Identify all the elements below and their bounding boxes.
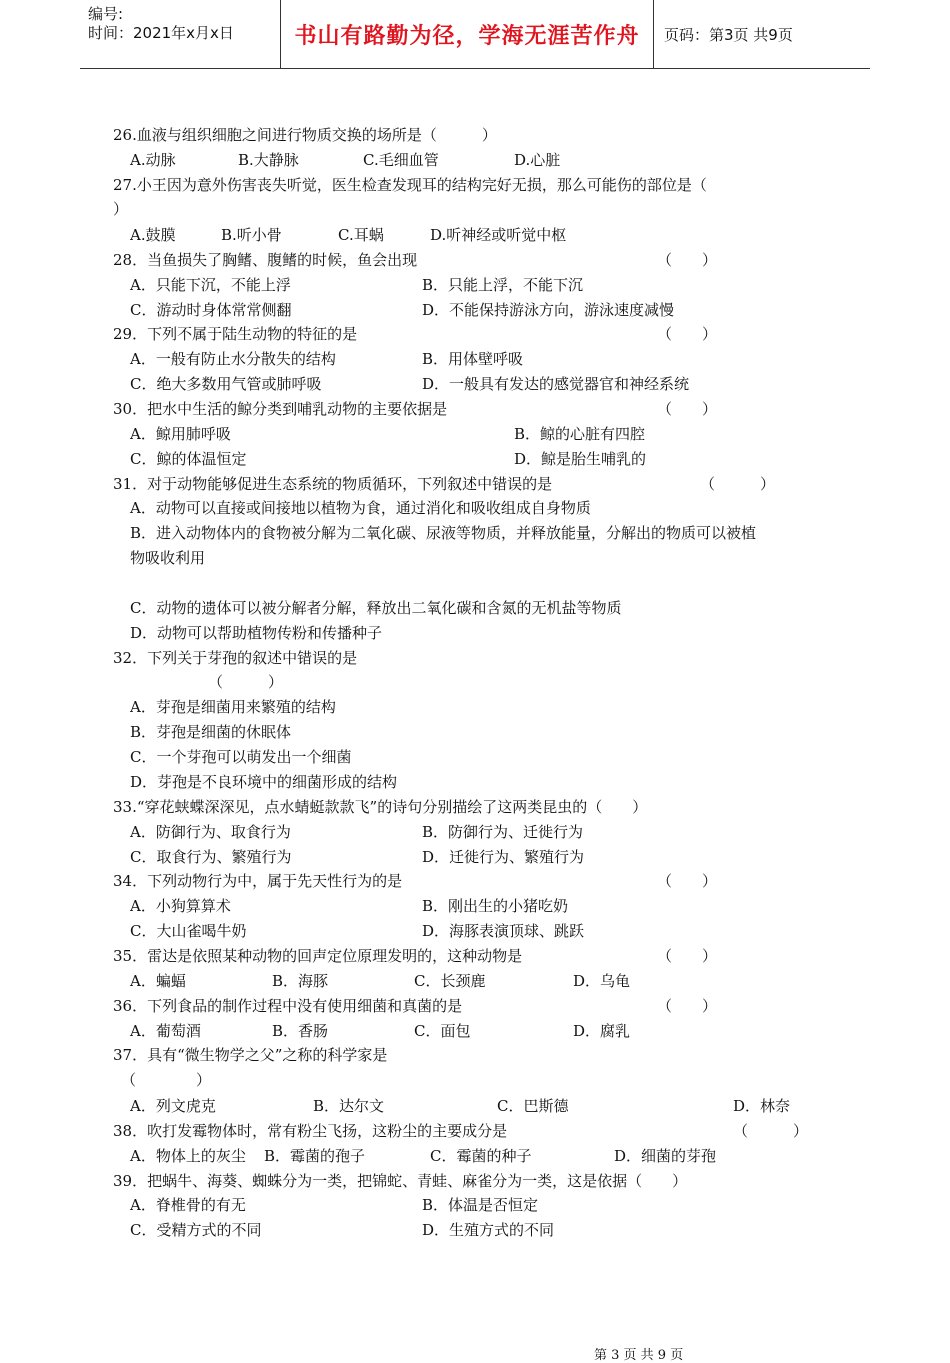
text-line: （ ） [121, 1071, 212, 1089]
text-line: A．脊椎骨的有无 [130, 1196, 246, 1214]
motto: 书山有路勤为径，学海无涯苦作舟 [281, 0, 654, 68]
text-line: B．海豚 [272, 972, 329, 990]
text-line: （ ） [208, 673, 284, 691]
text-line: 39．把蜗牛、海葵、蜘蛛分为一类，把锦蛇、青蛙、麻雀分为一类，这是依据（ ） [113, 1172, 688, 1190]
text-line: C.耳蜗 [338, 226, 384, 244]
text-line: C.毛细血管 [363, 151, 439, 169]
text-line: B.大静脉 [238, 151, 299, 169]
text-line: D．细菌的芽孢 [614, 1147, 717, 1165]
text-line: D．迁徙行为、繁殖行为 [422, 848, 585, 866]
text-line: D．林奈 [733, 1097, 791, 1115]
text-line: D．乌龟 [573, 972, 631, 990]
text-line: D．动物可以帮助植物传粉和传播种子 [130, 624, 383, 642]
text-line: B．刚出生的小猪吃奶 [422, 897, 569, 915]
text-line: C．霉菌的种子 [430, 1147, 532, 1165]
text-line: C．巴斯德 [497, 1097, 569, 1115]
text-line: 27.小王因为意外伤害丧失听觉，医生检查发现耳的结构完好无损，那么可能伤的部位是（ [113, 176, 707, 194]
text-line: （ ） [657, 997, 718, 1015]
text-line: C．受精方式的不同 [130, 1221, 262, 1239]
text-line: A.鼓膜 [130, 226, 176, 244]
text-line: A．动物可以直接或间接地以植物为食，通过消化和吸收组成自身物质 [130, 499, 591, 517]
text-line: （ ） [657, 947, 718, 965]
text-line: 36．下列食品的制作过程中没有使用细菌和真菌的是 [113, 997, 463, 1015]
text-line: C．鲸的体温恒定 [130, 450, 247, 468]
text-line: B．鲸的心脏有四腔 [514, 425, 646, 443]
text-line: B．用体壁呼吸 [422, 350, 524, 368]
text-line: D．不能保持游泳方向，游泳速度减慢 [422, 301, 675, 319]
text-line: 30．把水中生活的鲸分类到哺乳动物的主要依据是 [113, 400, 448, 418]
text-line: A．鲸用肺呼吸 [130, 425, 231, 443]
text-line: A．芽孢是细菌用来繁殖的结构 [130, 698, 336, 716]
text-line: （ ） [700, 475, 776, 493]
text-line: 35．雷达是依照某种动物的回声定位原理发明的，这种动物是 [113, 947, 523, 965]
text-line: A．一般有防止水分散失的结构 [130, 350, 336, 368]
text-line: 31．对于动物能够促进生态系统的物质循环，下列叙述中错误的是 [113, 475, 553, 493]
text-line: A．葡萄酒 [130, 1022, 201, 1040]
text-line: 26.血液与组织细胞之间进行物质交换的场所是（ ） [113, 126, 497, 144]
text-line: D.心脏 [514, 151, 561, 169]
time-label: 时间：2021年x月x日 [88, 24, 234, 42]
text-line: C．游动时身体常常侧翻 [130, 301, 292, 319]
text-line: 物吸收利用 [130, 549, 206, 567]
text-line: A．小狗算算术 [130, 897, 231, 915]
text-line: A．列文虎克 [130, 1097, 216, 1115]
text-line: （ ） [657, 400, 718, 418]
text-line: （ ） [657, 251, 718, 269]
text-line: B．芽孢是细菌的休眠体 [130, 723, 292, 741]
text-line: A．只能下沉，不能上浮 [130, 276, 291, 294]
text-line: （ ） [657, 325, 718, 343]
text-line: ） [113, 200, 129, 218]
page-label: 页码：第3页 共9页 [664, 26, 793, 44]
text-line: C．一个芽孢可以萌发出一个细菌 [130, 748, 352, 766]
text-line: A．物体上的灰尘 [130, 1147, 246, 1165]
text-line: D．生殖方式的不同 [422, 1221, 555, 1239]
text-line: D．腐乳 [573, 1022, 631, 1040]
text-line: D．海豚表演顶球、跳跃 [422, 922, 585, 940]
header-info-cell [80, 0, 281, 68]
text-line: （ ） [733, 1122, 809, 1140]
text-line: B．达尔文 [313, 1097, 385, 1115]
number-label: 编号: [88, 5, 124, 23]
text-line: 32．下列关于芽孢的叙述中错误的是 [113, 649, 358, 667]
text-line: D.听神经或听觉中枢 [430, 226, 567, 244]
text-line: B．体温是否恒定 [422, 1196, 539, 1214]
text-line: A．蝙蝠 [130, 972, 186, 990]
text-line: C．面包 [414, 1022, 471, 1040]
text-line: 34．下列动物行为中，属于先天性行为的是 [113, 872, 403, 890]
text-line: D．鲸是胎生哺乳的 [514, 450, 647, 468]
text-line: A．防御行为、取食行为 [130, 823, 291, 841]
text-line: B.听小骨 [221, 226, 282, 244]
text-line: B．进入动物体内的食物被分解为二氧化碳、尿液等物质，并释放能量，分解出的物质可以被植 [130, 524, 757, 542]
text-line: 37．具有“微生物学之父”之称的科学家是 [113, 1046, 388, 1064]
text-line: C．绝大多数用气管或肺呼吸 [130, 375, 322, 393]
text-line: 28．当鱼损失了胸鳍、腹鳍的时候，鱼会出现 [113, 251, 418, 269]
page-header [80, 0, 870, 69]
text-line: B．霉菌的孢子 [264, 1147, 366, 1165]
text-line: B．只能上浮，不能下沉 [422, 276, 584, 294]
text-line: 29．下列不属于陆生动物的特征的是 [113, 325, 358, 343]
text-line: 38．吹打发霉物体时，常有粉尘飞扬，这粉尘的主要成分是 [113, 1122, 508, 1140]
text-line: D．芽孢是不良环境中的细菌形成的结构 [130, 773, 398, 791]
page-footer: 第 3 页 共 9 页 [594, 1348, 684, 1363]
text-line: B．防御行为、迁徙行为 [422, 823, 584, 841]
text-line: （ ） [657, 872, 718, 890]
text-line: C．长颈鹿 [414, 972, 486, 990]
text-line: 33.“穿花蛱蝶深深见，点水蜻蜓款款飞”的诗句分别描绘了这两类昆虫的（ ） [113, 798, 648, 816]
text-line: D．一般具有发达的感觉器官和神经系统 [422, 375, 690, 393]
text-line: B．香肠 [272, 1022, 329, 1040]
text-line: C．动物的遗体可以被分解者分解，释放出二氧化碳和含氮的无机盐等物质 [130, 599, 622, 617]
text-line: C．取食行为、繁殖行为 [130, 848, 292, 866]
text-line: A.动脉 [130, 151, 176, 169]
text-line: C．大山雀喝牛奶 [130, 922, 247, 940]
